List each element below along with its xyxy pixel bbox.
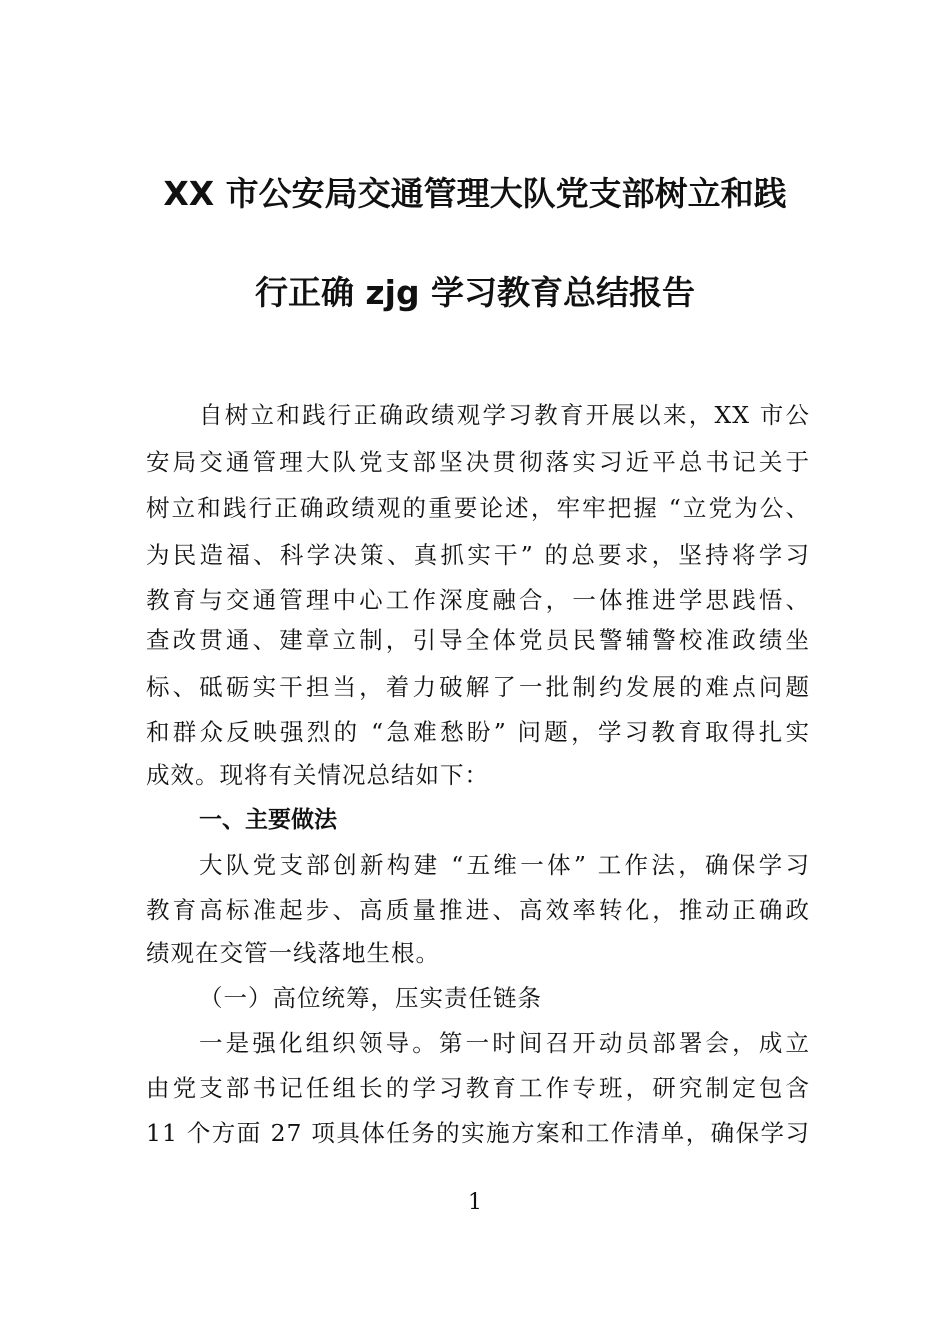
subsection-heading: （一）高位统筹，压实责任链条: [199, 984, 542, 1012]
document-title-line-1: XX 市公安局交通管理大队党支部树立和践: [163, 174, 787, 213]
intro-paragraph-line: 和群众反映强烈的 “急难愁盼” 问题，学习教育取得扎实: [146, 718, 810, 746]
intro-paragraph-line: 自树立和践行正确政绩观学习教育开展以来，XX 市公: [199, 401, 810, 429]
section-heading: 一、主要做法: [199, 807, 337, 833]
section-paragraph-line: 教育高标准起步、高质量推进、高效率转化，推动正确政: [146, 896, 810, 924]
intro-paragraph-line: 查改贯通、建章立制，引导全体党员民警辅警校准政绩坐: [146, 626, 810, 654]
intro-paragraph-line: 安局交通管理大队党支部坚决贯彻落实习近平总书记关于: [146, 448, 810, 476]
intro-paragraph-line: 成效。现将有关情况总结如下：: [146, 761, 489, 789]
intro-paragraph-line: 标、砥砺实干担当，着力破解了一批制约发展的难点问题: [146, 673, 810, 701]
page-number: 1: [468, 1190, 482, 1215]
subsection-paragraph-line: 由党支部书记任组长的学习教育工作专班，研究制定包含: [146, 1074, 810, 1102]
section-paragraph-line: 绩观在交管一线落地生根。: [146, 939, 440, 967]
subsection-paragraph-line: 11 个方面 27 项具体任务的实施方案和工作清单，确保学习: [146, 1119, 810, 1147]
intro-paragraph-line: 教育与交通管理中心工作深度融合，一体推进学思践悟、: [146, 586, 810, 614]
subsection-paragraph-line: 一是强化组织领导。第一时间召开动员部署会，成立: [199, 1029, 810, 1057]
document-title-line-2: 行正确 zjg 学习教育总结报告: [254, 273, 696, 312]
intro-paragraph-line: 树立和践行正确政绩观的重要论述，牢牢把握 “立党为公、: [146, 494, 810, 522]
section-paragraph-line: 大队党支部创新构建 “五维一体” 工作法，确保学习: [199, 851, 810, 879]
intro-paragraph-line: 为民造福、科学决策、真抓实干” 的总要求，坚持将学习: [146, 541, 810, 569]
